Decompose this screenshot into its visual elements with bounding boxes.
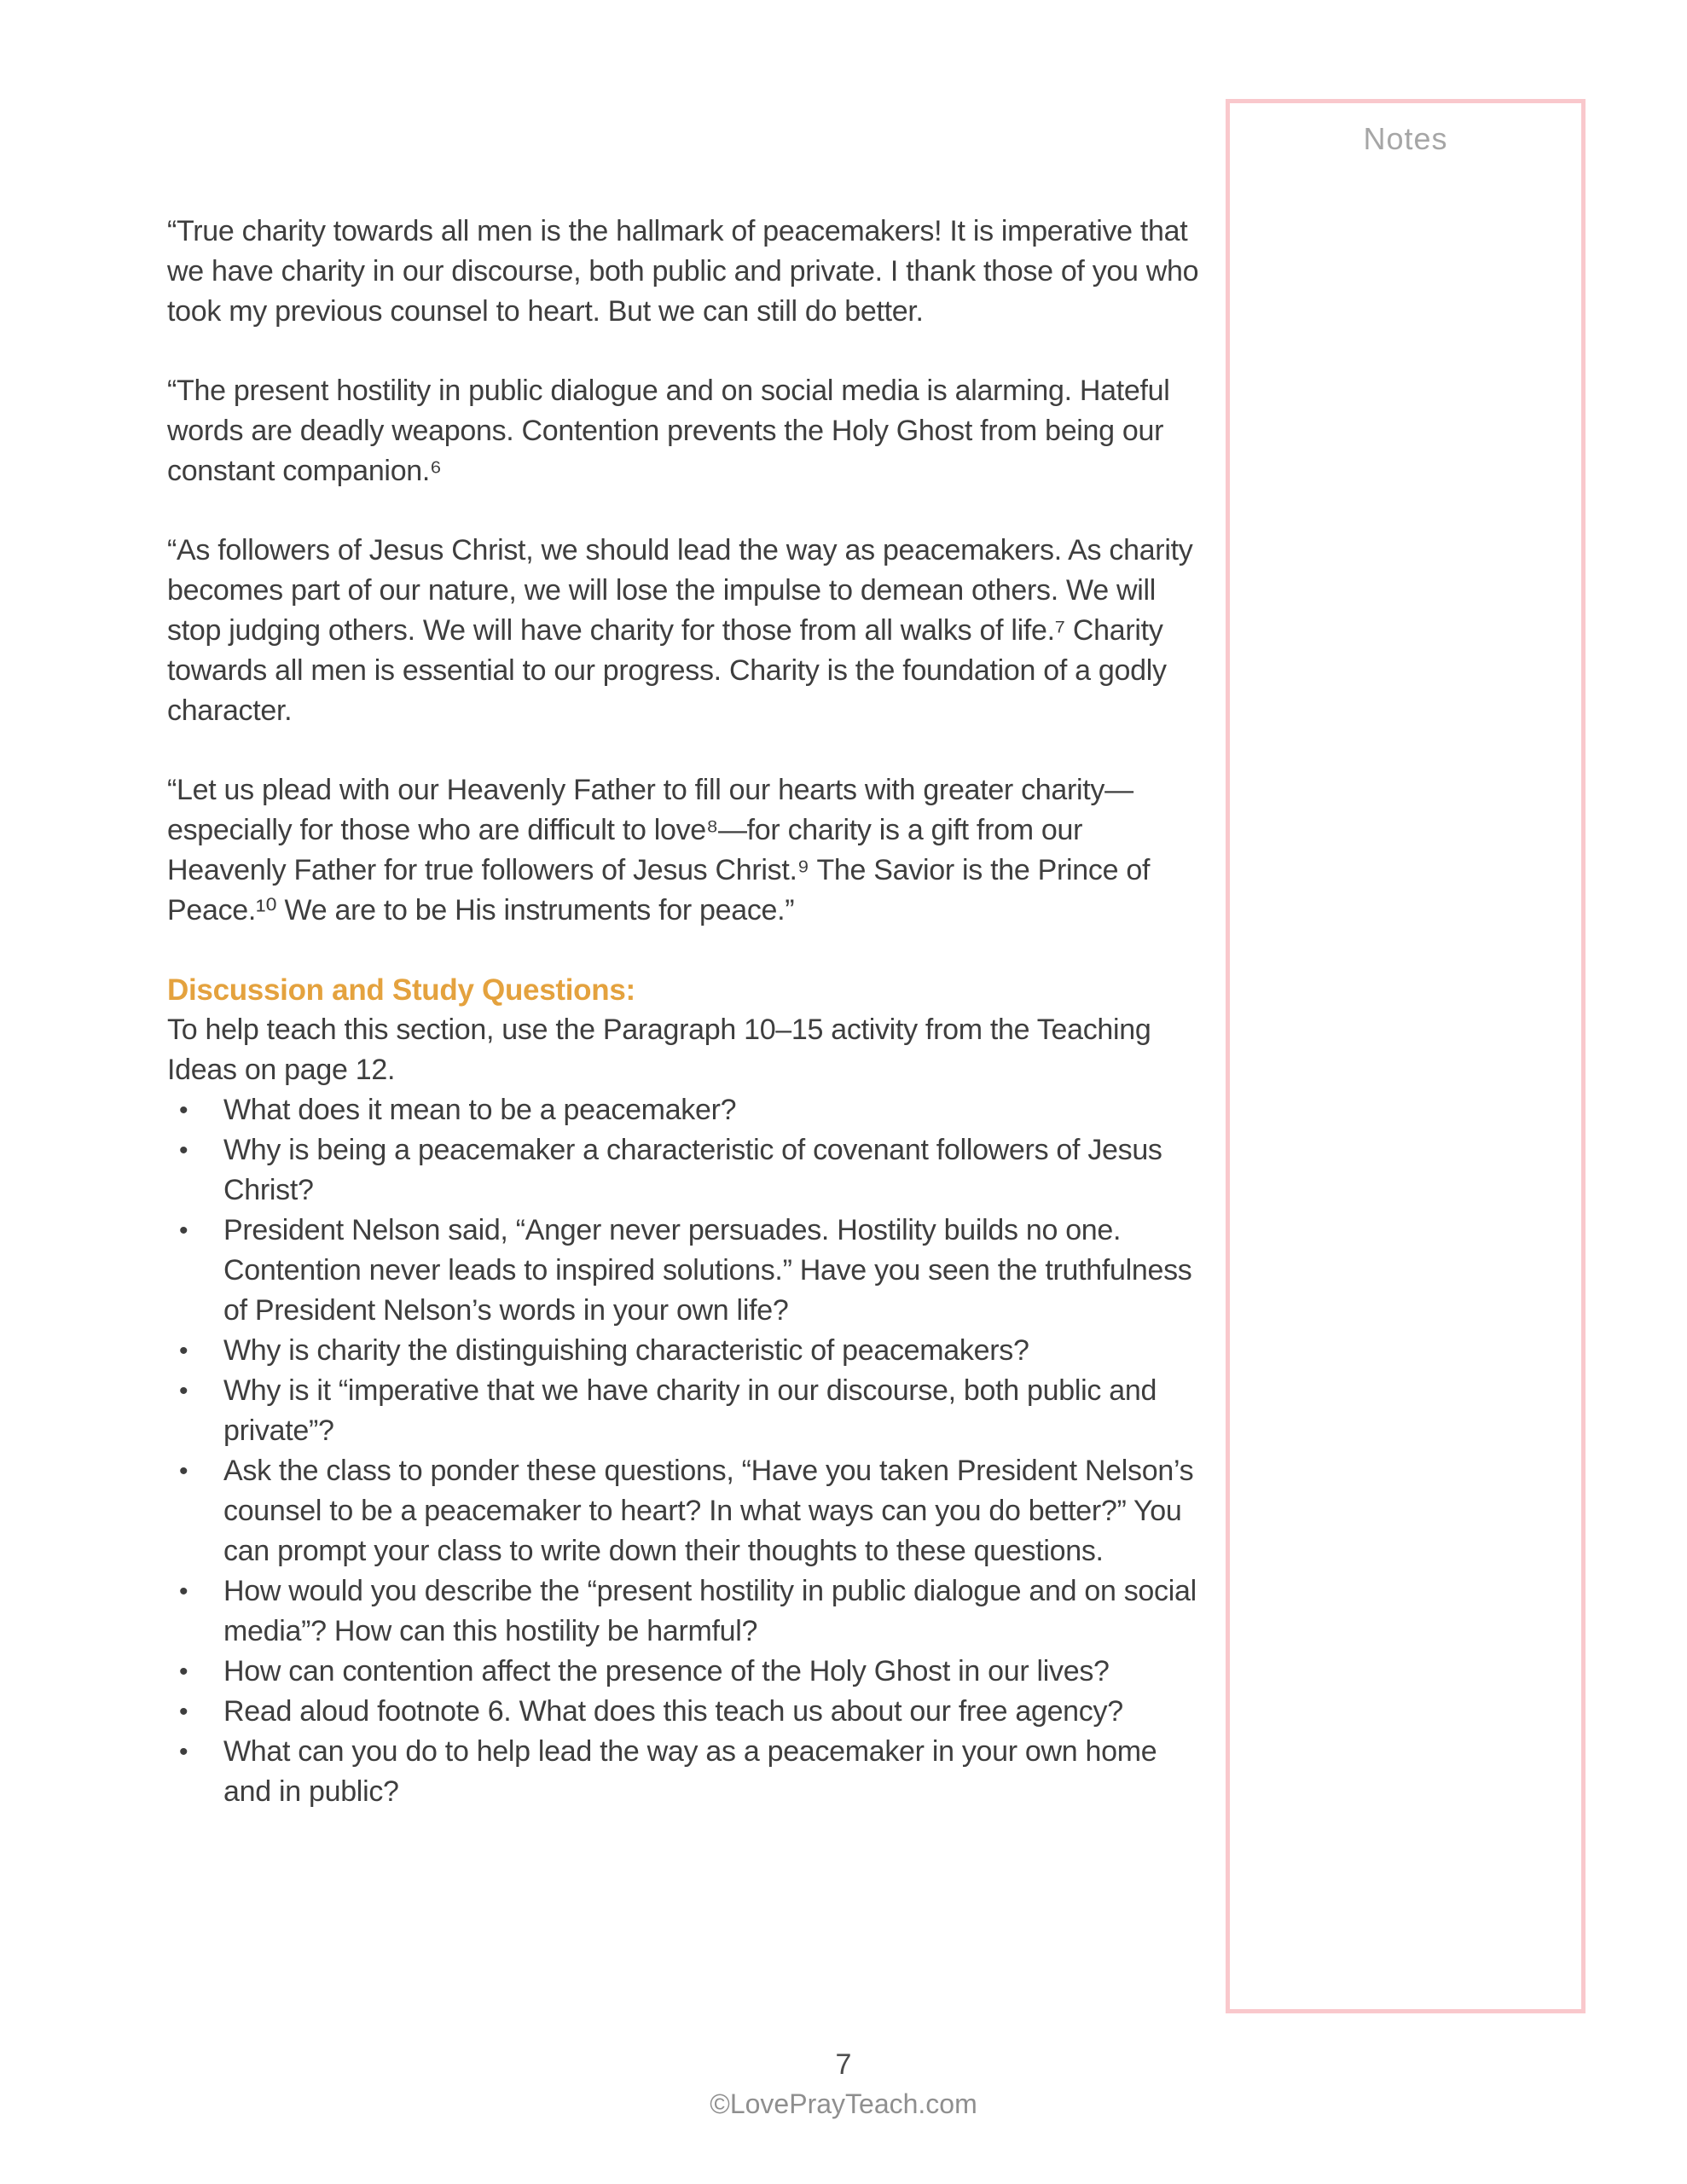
quote-paragraph-3: “As followers of Jesus Christ, we should lead the way as peacemakers. As charity becomes part of our nature, we will lose the impulse to demean others. We will stop judging others. We will have charity for those from all walks of life.⁷ Charity towards all men is essential to our progress. Charity is the foundation of a godly character. <box>167 534 1193 727</box>
bullet-icon: • <box>179 1698 188 1726</box>
study-question-item <box>167 1571 1203 1652</box>
study-question-text: Why is charity the distinguishing characteristic of peacemakers? <box>223 1334 1029 1367</box>
copyright-text: ©LovePrayTeach.com <box>710 2088 977 2119</box>
study-question-item <box>167 1130 1203 1211</box>
bullet-icon: • <box>179 1738 188 1766</box>
study-question-item <box>167 1692 1203 1732</box>
study-question-text: What does it mean to be a peacemaker? <box>223 1094 737 1126</box>
study-question-item <box>167 1732 1203 1812</box>
bullet-icon: • <box>179 1217 188 1245</box>
study-question-text: How can contention affect the presence of the Holy Ghost in our lives? <box>223 1655 1110 1687</box>
study-question-item <box>167 1090 1203 1130</box>
study-question-text: How would you describe the “present hostility in public dialogue and on social media”? How can this hostility be harmful? <box>223 1575 1197 1647</box>
study-question-item <box>167 1652 1203 1692</box>
bullet-icon: • <box>179 1577 188 1606</box>
study-question-text: What can you do to help lead the way as a peacemaker in your own home and in public? <box>223 1735 1157 1808</box>
main-text-column <box>167 212 1203 1812</box>
study-question-text: Read aloud footnote 6. What does this teach us about our free agency? <box>223 1695 1123 1728</box>
quote-paragraph-2: “The present hostility in public dialogue and on social media is alarming. Hateful words are deadly weapons. Contention prevents the Holy Ghost from being our constant companion.⁶ <box>167 375 1170 487</box>
study-question-item <box>167 1331 1203 1371</box>
study-question-text: Ask the class to ponder these questions, “Have you taken President Nelson’s counsel to be a peacemaker to heart? In what ways can you do better?” You can prompt your class to write down their thoughts to these questions. <box>223 1455 1194 1567</box>
bullet-icon: • <box>179 1136 188 1165</box>
bullet-icon: • <box>179 1377 188 1405</box>
bullet-icon: • <box>179 1658 188 1686</box>
quote-paragraph-1: “True charity towards all men is the hallmark of peacemakers! It is imperative that we have charity in our discourse, both public and private. I thank those of you who took my previous counsel to heart. But we can still do better. <box>167 215 1199 328</box>
page-footer <box>0 2046 1687 2121</box>
bullet-icon: • <box>179 1337 188 1365</box>
discussion-heading: Discussion and Study Questions: <box>167 973 635 1007</box>
bullet-icon: • <box>179 1457 188 1485</box>
quote-paragraph-4: “Let us plead with our Heavenly Father to fill our hearts with greater charity—especially for those who are difficult to love⁸—for charity is a gift from our Heavenly Father for true followers of Jesus Christ.⁹ The Savior is the Prince of Peace.¹⁰ We are to be His instruments for peace.” <box>167 774 1151 926</box>
study-question-item <box>167 1451 1203 1571</box>
bullet-icon: • <box>179 1096 188 1124</box>
study-questions-list <box>167 1090 1203 1812</box>
study-question-text: Why is it “imperative that we have charity in our discourse, both public and private”? <box>223 1374 1157 1447</box>
study-question-item <box>167 1371 1203 1451</box>
discussion-intro: To help teach this section, use the Paragraph 10–15 activity from the Teaching Ideas on page 12. <box>167 1014 1151 1086</box>
notes-title: Notes <box>1363 121 1448 156</box>
study-question-text: President Nelson said, “Anger never persuades. Hostility builds no one. Contention never leads to inspired solutions.” Have you seen the truthfulness of President Nelson’s words in your own life? <box>223 1214 1192 1327</box>
page-number: 7 <box>835 2048 852 2081</box>
notes-box <box>1226 99 1586 2013</box>
study-question-item <box>167 1211 1203 1331</box>
study-question-text: Why is being a peacemaker a characteristic of covenant followers of Jesus Christ? <box>223 1134 1162 1206</box>
